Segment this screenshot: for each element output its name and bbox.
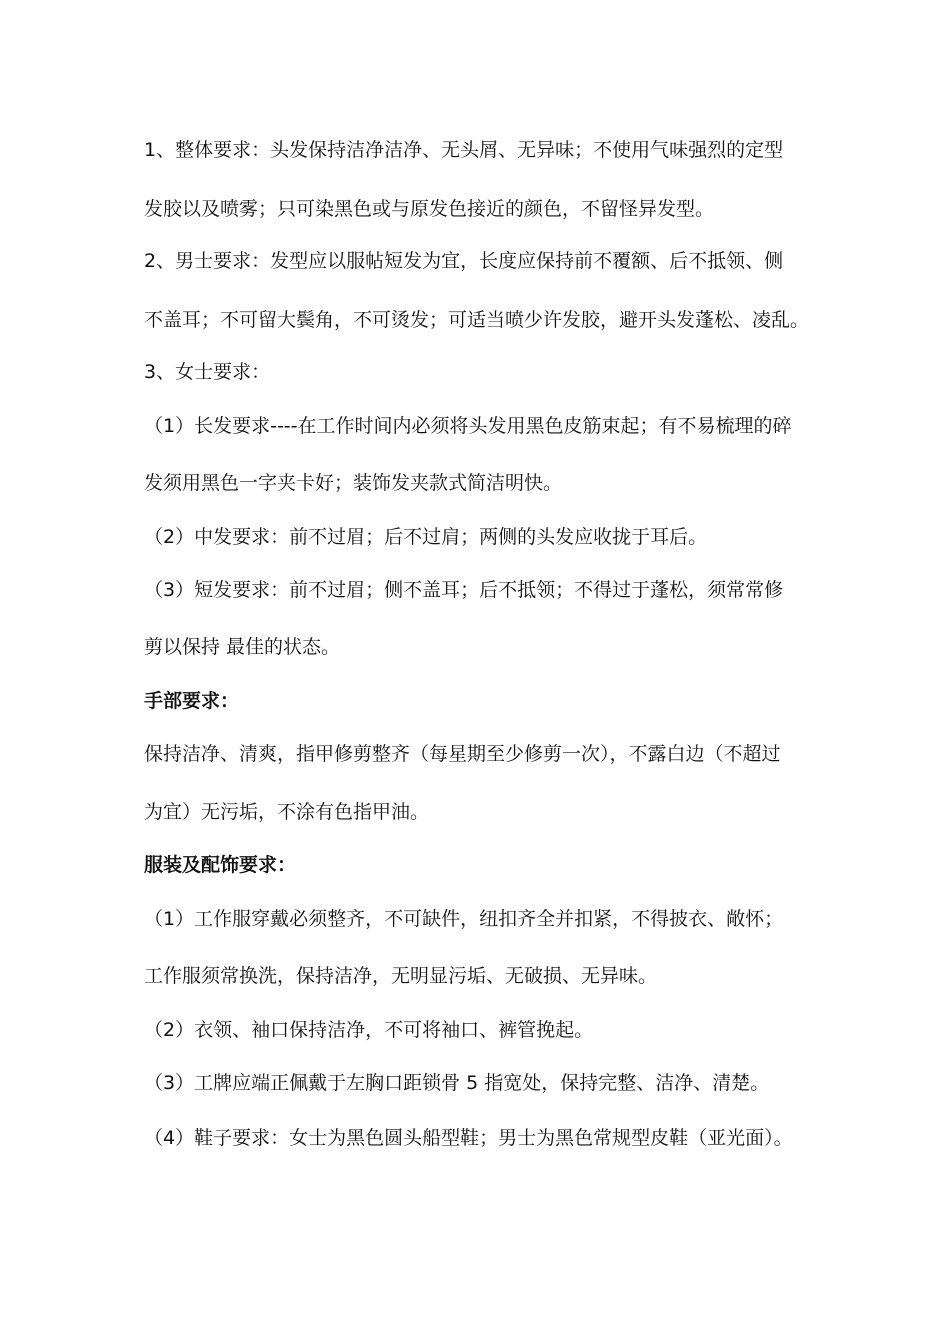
shoe-requirement: （4）鞋子要求：女士为黑色圆头船型鞋；男士为黑色常规型皮鞋（亚光面）。 [144, 1127, 793, 1149]
workwear-requirement-line-2: 工作服须常换洗，保持洁净，无明显污垢、无破损、无异味。 [144, 965, 658, 987]
male-requirement-line-1: 2、男士要求：发型应以服帖短发为宜，长度应保持前不覆额、后不抵领、侧 [144, 250, 784, 272]
overall-requirement-line-1: 1、整体要求：头发保持洁净洁净、无头屑、无异味；不使用气味强烈的定型 [144, 139, 784, 161]
badge-requirement: （3）工牌应端正佩戴于左胸口距锁骨 5 指宽处，保持完整、洁净、清楚。 [144, 1072, 770, 1094]
long-hair-requirement-line-1: （1）长发要求----在工作时间内必须将头发用黑色皮筋束起；有不易梳理的碎 [144, 415, 792, 437]
female-requirement-heading: 3、女士要求： [144, 361, 271, 383]
workwear-requirement-line-1: （1）工作服穿戴必须整齐，不可缺件，纽扣齐全并扣紧，不得披衣、敞怀； [144, 908, 784, 930]
hand-requirement-heading: 手部要求： [144, 690, 240, 712]
hand-requirement-line-1: 保持洁净、清爽，指甲修剪整齐（每星期至少修剪一次），不露白边（不超过 [144, 743, 781, 765]
collar-cuff-requirement: （2）衣领、袖口保持洁净，不可将袖口、裤管挽起。 [144, 1019, 594, 1041]
short-hair-requirement-line-1: （3）短发要求：前不过眉；侧不盖耳；后不抵领；不得过于蓬松，须常常修 [144, 579, 784, 601]
male-requirement-line-2: 不盖耳；不可留大鬓角，不可烫发；可适当喷少许发胶，避开头发蓬松、凌乱。 [144, 309, 810, 331]
overall-requirement-line-2: 发胶以及喷雾；只可染黑色或与原发色接近的颜色，不留怪异发型。 [144, 198, 715, 220]
hand-requirement-line-2: 为宜）无污垢，不涂有色指甲油。 [144, 801, 430, 823]
clothing-accessory-heading: 服装及配饰要求： [144, 854, 297, 876]
long-hair-requirement-line-2: 发须用黑色一字夹卡好；装饰发夹款式简洁明快。 [144, 472, 563, 494]
medium-hair-requirement: （2）中发要求：前不过眉；后不过肩；两侧的头发应收拢于耳后。 [144, 526, 708, 548]
short-hair-requirement-line-2: 剪以保持 最佳的状态。 [144, 636, 341, 658]
